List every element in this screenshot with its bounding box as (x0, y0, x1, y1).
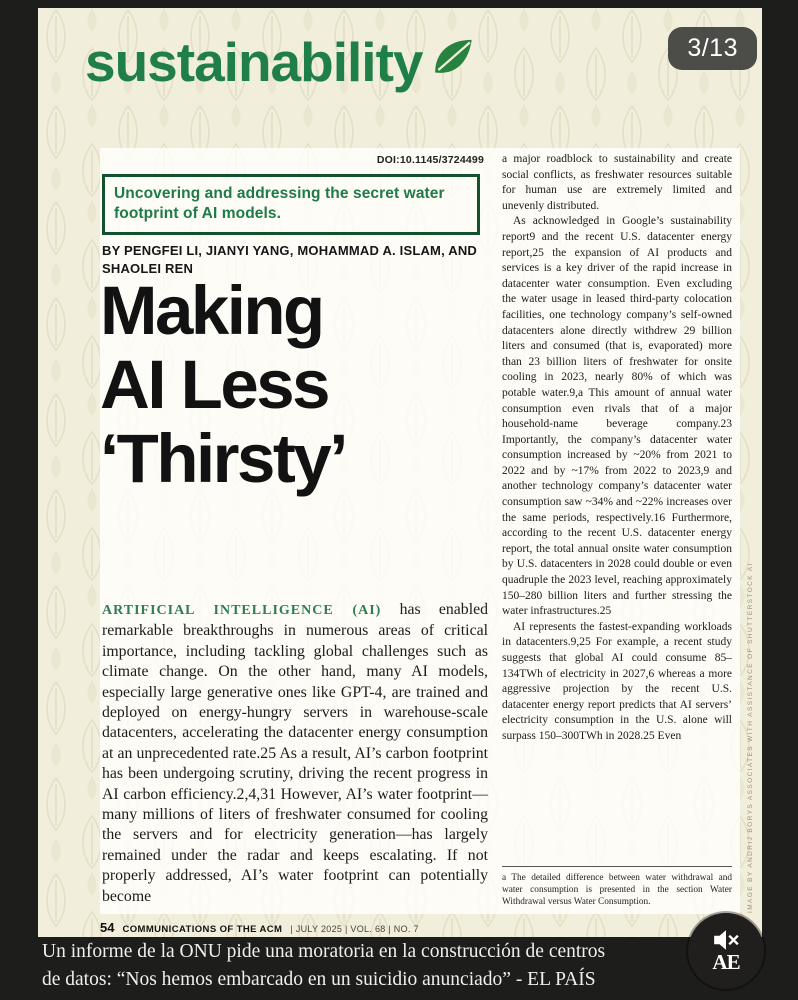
caption-line-2: de datos: “Nos hemos embarcado en un suicidio anunciado” - EL PAÍS (42, 968, 596, 990)
section-logo (85, 30, 476, 94)
kicker-text: Uncovering and addressing the secret water footprint of AI models. (114, 185, 445, 222)
footer-publication: COMMUNICATIONS OF THE ACM (122, 924, 283, 935)
kicker-box (102, 174, 480, 235)
headline-line-2: AI Less (100, 345, 328, 423)
column-paragraph: AI represents the fastest-expanding workloads in datacenters.9,25 For example, a recent study suggests that global AI could consume 85–134TWh of electricity in 2027,6 whereas a more aggressive projection by the recent U.S. datacenter energy report predicts that AI servers’ electricity consumption in the U.S. alone will surpass 150–300TWh in 2028.25 Even (502, 620, 732, 742)
second-column (502, 152, 732, 745)
muted-speaker-icon (712, 928, 740, 952)
caption-line-1: Un informe de la ONU pide una moratoria en la construcción de centros (42, 941, 606, 962)
lead-paragraph (102, 600, 488, 907)
column-paragraph: As acknowledged in Google’s sustainability report9 and the recent U.S. datacenter energy report,25 the expansion of AI products and services is a key driver of the rapid increase in datacenter water consumption. Even excluding the water usage in leased third-party colocation facilities, one technology company’s self-owned datacenters alone directly withdrew 29 billion liters and consumed (that is, evaporated) more than 23 billion liters of freshwater for onsite cooling in 2023, nearly 80% of which was potable water.9,a This amount of annual water consumption even rivals that of a major household-name beverage company.23 Importantly, the company’s datacenter water consumption increased by ~20% from 2021 to 2022 and by ~17% from 2022 to 2023,9 and another technology company’s datacenter water consumption saw ~34% and ~22% increases over the same periods, respectively.16 Furthermore, according to the recent U.S. datacenter energy report, the total annual onsite water consumption by U.S. datacenters in 2028 could double or even quadruple the 2023 level, reaching approximately 150–280 billion liters and further stressing the water infrastructures.25 (502, 215, 732, 618)
section-logo-text: sustainability (85, 31, 423, 93)
page-footer (100, 920, 419, 935)
article-headline (100, 274, 346, 495)
lead-text: has enabled remarkable breakthroughs in numerous areas of critical importance, including tackling global challenges such as climate change. On the other hand, many AI models, especially large generative ones like GPT-4, are trained and deployed on energy-hungry servers in warehouse-scale datacenters, accelerating the datacenter energy consumption at an unprecedented rate.25 As a result, AI’s carbon footprint has been undergoing scrutiny, driving the recent progress in AI carbon efficiency.2,4,31 However, AI’s water footprint—many millions of liters of freshwater consumed for cooling the servers and for electricity generation—has largely remained under the radar and keeps escalating. If not properly addressed, AI’s water footprint can potentially become (102, 601, 489, 905)
headline-line-3: ‘Thirsty’ (100, 419, 346, 497)
footer-issue: | JULY 2025 | VOL. 68 | NO. 7 (290, 924, 419, 934)
leaf-icon (427, 31, 480, 87)
article-panel (100, 148, 740, 914)
mute-button[interactable] (688, 913, 764, 989)
byline: BY PENGFEI LI, JIANYI YANG, MOHAMMAD A. ISLAM, AND SHAOLEI REN (102, 243, 477, 276)
ae-logo: AE (712, 949, 740, 974)
footnote: a The detailed difference between water withdrawal and water consumption is presented in the section Water Withdrawal versus Water Consumption. (502, 866, 732, 908)
headline-line-1: Making (100, 272, 323, 349)
page-number: 54 (100, 920, 115, 935)
magazine-page (38, 8, 762, 937)
image-credit: IMAGE BY ANDRIJ BORYS ASSOCIATES WITH ASSISTANCE OF SHUTTERSTOCK AI (747, 562, 754, 913)
doi: DOI:10.1145/3724499 (376, 154, 484, 166)
column-paragraph: a major roadblock to sustainability and create social conflicts, as freshwater resources suitable for human use are extremely limited and unevenly distributed. (502, 153, 732, 212)
lead-smallcaps: ARTIFICIAL INTELLIGENCE (AI) (102, 603, 382, 618)
carousel-page-counter: 3/13 (668, 27, 757, 70)
post-caption (42, 938, 702, 993)
